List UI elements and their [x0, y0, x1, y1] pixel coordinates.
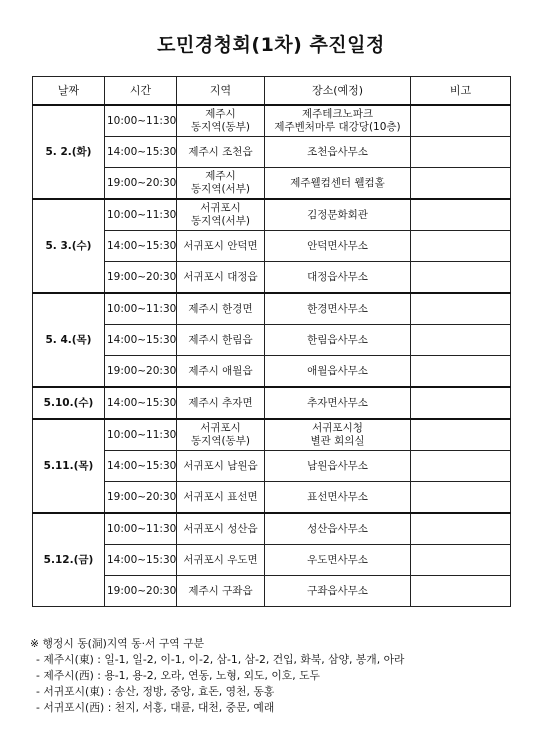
notes-item: - 제주시(東) : 일-1, 일-2, 이-1, 이-2, 삼-1, 삼-2, 건입, 화북, 삼양, 봉개, 아라: [36, 653, 405, 666]
time-cell: 19:00~20:30: [105, 482, 177, 514]
place-cell: 조천읍사무소: [265, 137, 411, 168]
region-line: 서귀포시: [200, 422, 241, 434]
note-cell: [411, 293, 511, 325]
table-row: [33, 293, 511, 325]
region-cell: [177, 105, 265, 137]
page-title: 도민경청회(1차) 추진일정: [157, 34, 385, 56]
place-cell: [265, 419, 411, 451]
header-note: 비고: [411, 77, 511, 106]
time-cell: 19:00~20:30: [105, 262, 177, 294]
region-line: 제주시: [205, 170, 236, 182]
table-row: [33, 137, 511, 168]
date-cell: 5.12.(금): [33, 513, 105, 607]
date-cell: 5.11.(목): [33, 419, 105, 513]
note-cell: [411, 356, 511, 388]
place-cell: 구좌읍사무소: [265, 576, 411, 607]
place-cell: 우도면사무소: [265, 545, 411, 576]
table-row: [33, 105, 511, 137]
region-line: 동지역(동부): [191, 121, 250, 133]
region-cell: 서귀포시 남원읍: [177, 451, 265, 482]
date-group: [33, 105, 511, 199]
table-header-row: [33, 77, 511, 106]
time-cell: 14:00~15:30: [105, 545, 177, 576]
note-cell: [411, 482, 511, 514]
place-line: 서귀포시청: [312, 422, 363, 434]
note-cell: [411, 199, 511, 231]
region-cell: [177, 419, 265, 451]
table-row: [33, 168, 511, 200]
note-cell: [411, 513, 511, 545]
place-cell: 한경면사무소: [265, 293, 411, 325]
table-row: [33, 356, 511, 388]
table-row: [33, 231, 511, 262]
place-cell: 표선면사무소: [265, 482, 411, 514]
header-date: 날짜: [33, 77, 105, 106]
time-cell: 19:00~20:30: [105, 168, 177, 200]
region-line: 제주시: [205, 108, 236, 120]
date-group: [33, 387, 511, 419]
time-cell: 10:00~11:30: [105, 513, 177, 545]
date-group: [33, 199, 511, 293]
table-row: [33, 199, 511, 231]
region-cell: 제주시 조천읍: [177, 137, 265, 168]
header-time: 시간: [105, 77, 177, 106]
time-cell: 14:00~15:30: [105, 137, 177, 168]
table-row: [33, 451, 511, 482]
notes-item: - 제주시(西) : 용-1, 용-2, 오라, 연동, 노형, 외도, 이호, 도두: [36, 669, 320, 682]
region-line: 서귀포시: [200, 202, 241, 214]
time-cell: 10:00~11:30: [105, 419, 177, 451]
time-cell: 10:00~11:30: [105, 199, 177, 231]
note-cell: [411, 262, 511, 294]
place-cell: 제주웰컴센터 웰컴홀: [265, 168, 411, 200]
region-cell: [177, 199, 265, 231]
region-cell: 제주시 애월읍: [177, 356, 265, 388]
time-cell: 19:00~20:30: [105, 356, 177, 388]
region-cell: 서귀포시 표선면: [177, 482, 265, 514]
time-cell: 10:00~11:30: [105, 293, 177, 325]
note-cell: [411, 576, 511, 607]
time-cell: 14:00~15:30: [105, 325, 177, 356]
region-cell: 서귀포시 성산읍: [177, 513, 265, 545]
notes-heading: ※ 행정시 동(洞)지역 동·서 구역 구분: [30, 637, 205, 650]
place-cell: [265, 105, 411, 137]
note-cell: [411, 231, 511, 262]
time-cell: 14:00~15:30: [105, 231, 177, 262]
time-cell: 14:00~15:30: [105, 387, 177, 419]
note-cell: [411, 137, 511, 168]
date-cell: 5. 2.(화): [33, 105, 105, 199]
header-region: 지역: [177, 77, 265, 106]
place-cell: 남원읍사무소: [265, 451, 411, 482]
note-cell: [411, 105, 511, 137]
table-row: [33, 325, 511, 356]
district-notes: [30, 636, 404, 716]
place-cell: 애월읍사무소: [265, 356, 411, 388]
note-cell: [411, 387, 511, 419]
note-cell: [411, 545, 511, 576]
table-row: [33, 419, 511, 451]
place-line: 별관 회의실: [310, 435, 365, 447]
region-cell: 서귀포시 대정읍: [177, 262, 265, 294]
time-cell: 19:00~20:30: [105, 576, 177, 607]
date-group: [33, 513, 511, 607]
table-row: [33, 482, 511, 514]
date-cell: 5.10.(수): [33, 387, 105, 419]
region-line: 동지역(서부): [191, 183, 250, 195]
region-cell: 서귀포시 안덕면: [177, 231, 265, 262]
note-cell: [411, 419, 511, 451]
region-cell: 제주시 한림읍: [177, 325, 265, 356]
place-cell: 추자면사무소: [265, 387, 411, 419]
date-cell: 5. 4.(목): [33, 293, 105, 387]
date-cell: 5. 3.(수): [33, 199, 105, 293]
table-row: [33, 545, 511, 576]
place-cell: 김정문화회관: [265, 199, 411, 231]
region-line: 동지역(서부): [191, 215, 250, 227]
place-cell: 성산읍사무소: [265, 513, 411, 545]
table-row: [33, 513, 511, 545]
table-row: [33, 576, 511, 607]
table-row: [33, 262, 511, 294]
time-cell: 14:00~15:30: [105, 451, 177, 482]
schedule-table: [32, 76, 511, 607]
place-cell: 안덕면사무소: [265, 231, 411, 262]
region-line: 동지역(동부): [191, 435, 250, 447]
time-cell: 10:00~11:30: [105, 105, 177, 137]
region-cell: [177, 168, 265, 200]
place-cell: 한림읍사무소: [265, 325, 411, 356]
region-cell: 제주시 추자면: [177, 387, 265, 419]
place-line: 제주벤처마루 대강당(10층): [274, 121, 401, 133]
notes-item: - 서귀포시(西) : 천지, 서홍, 대륜, 대천, 중문, 예래: [36, 701, 275, 714]
place-line: 제주테크노파크: [301, 108, 373, 120]
date-group: [33, 419, 511, 513]
table-row: [33, 387, 511, 419]
date-group: [33, 293, 511, 387]
region-cell: 서귀포시 우도면: [177, 545, 265, 576]
note-cell: [411, 325, 511, 356]
note-cell: [411, 451, 511, 482]
note-cell: [411, 168, 511, 200]
place-cell: 대정읍사무소: [265, 262, 411, 294]
region-cell: 제주시 한경면: [177, 293, 265, 325]
notes-item: - 서귀포시(東) : 송산, 정방, 중앙, 효돈, 영천, 동홍: [36, 685, 275, 698]
header-place: 장소(예정): [265, 77, 411, 106]
region-cell: 제주시 구좌읍: [177, 576, 265, 607]
